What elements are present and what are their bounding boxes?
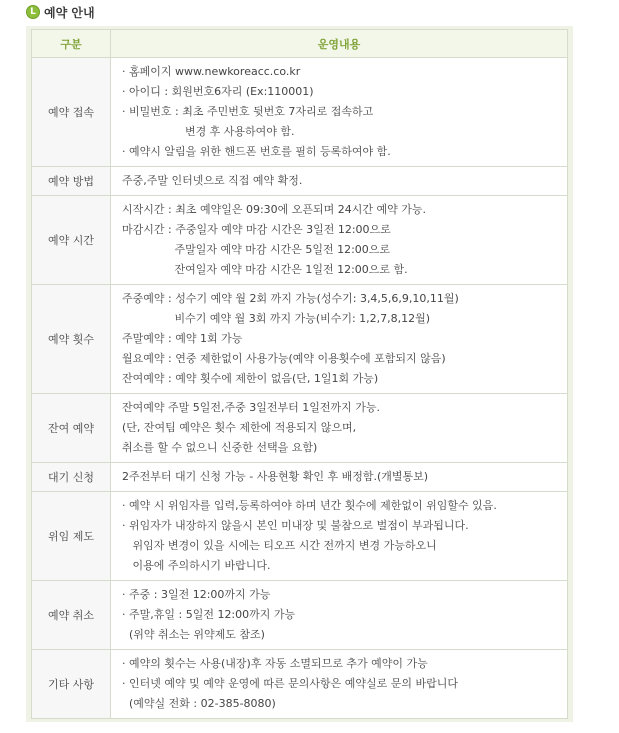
content-line: 잔여예약 주말 5일전,주중 3일전부터 1일전까지 가능. xyxy=(122,401,380,414)
content-line: 주말예약 : 예약 1회 가능 xyxy=(122,332,243,345)
content-line: 주중예약 : 성수기 예약 월 2회 까지 가능(성수기: 3,4,5,6,9,10,11월) xyxy=(122,292,459,305)
table-row xyxy=(32,167,568,196)
leaf-icon: L xyxy=(26,5,40,19)
content-line: 주중,주말 인터넷으로 직접 예약 확정. xyxy=(122,174,303,187)
table-row xyxy=(32,196,568,285)
row-content xyxy=(111,650,568,719)
table-row xyxy=(32,58,568,167)
table-row xyxy=(32,581,568,650)
row-content xyxy=(111,394,568,463)
content-line: · 아이디 : 회원번호6자리 (Ex:110001) xyxy=(122,85,314,98)
content-line: · 예약의 횟수는 사용(내장)후 자동 소멸되므로 추가 예약이 가능 xyxy=(122,657,428,670)
info-table-frame xyxy=(26,26,573,722)
section-title xyxy=(26,3,95,21)
table-row xyxy=(32,285,568,394)
row-label: 예약 시간 xyxy=(32,196,111,285)
row-content xyxy=(111,167,568,196)
row-label: 대기 신청 xyxy=(32,463,111,492)
content-line: · 홈페이지 www.newkoreacc.co.kr xyxy=(122,65,301,78)
table-row xyxy=(32,492,568,581)
content-line: · 예약시 알림을 위한 핸드폰 번호를 필히 등록하여야 함. xyxy=(122,145,391,158)
content-line: 변경 후 사용하여야 함. xyxy=(122,125,295,138)
row-label: 위임 제도 xyxy=(32,492,111,581)
header-content: 운영내용 xyxy=(111,30,568,58)
row-label: 예약 접속 xyxy=(32,58,111,167)
row-content xyxy=(111,492,568,581)
page-title: 예약 안내 xyxy=(44,5,95,20)
table-row xyxy=(32,394,568,463)
content-line: (단, 잔여팀 예약은 횟수 제한에 적용되지 않으며, xyxy=(122,421,357,434)
content-line: 시작시간 : 최초 예약일은 09:30에 오픈되며 24시간 예약 가능. xyxy=(122,203,427,216)
row-label: 잔여 예약 xyxy=(32,394,111,463)
reservation-info-table xyxy=(31,29,568,719)
table-body xyxy=(32,58,568,719)
content-line: · 주중 : 3일전 12:00까지 가능 xyxy=(122,588,271,601)
content-line: 마감시간 : 주중일자 예약 마감 시간은 3일전 12:00으로 xyxy=(122,223,391,236)
content-line: · 주말,휴일 : 5일전 12:00까지 가능 xyxy=(122,608,296,621)
content-line: 잔여예약 : 예약 횟수에 제한이 없음(단, 1일1회 가능) xyxy=(122,372,379,385)
content-line: (위약 취소는 위약제도 참조) xyxy=(122,628,265,641)
row-label: 예약 횟수 xyxy=(32,285,111,394)
content-line: (예약실 전화 : 02-385-8080) xyxy=(122,697,276,710)
row-content xyxy=(111,581,568,650)
content-line: 2주전부터 대기 신청 가능 - 사용현황 확인 후 배정함.(개별통보) xyxy=(122,470,429,483)
row-label: 기타 사항 xyxy=(32,650,111,719)
content-line: · 인터넷 예약 및 예약 운영에 따른 문의사항은 예약실로 문의 바랍니다 xyxy=(122,677,458,690)
content-line: 비수기 예약 월 3회 까지 가능(비수기: 1,2,7,8,12월) xyxy=(122,312,431,325)
table-header-row xyxy=(32,30,568,58)
content-line: 주말일자 예약 마감 시간은 5일전 12:00으로 xyxy=(122,243,391,256)
table-row xyxy=(32,463,568,492)
content-line: 취소를 할 수 없으니 신중한 선택을 요함) xyxy=(122,441,318,454)
content-line: 이용에 주의하시기 바랍니다. xyxy=(122,559,271,572)
content-line: · 예약 시 위임자를 입력,등록하여야 하며 년간 횟수에 제한없이 위임할수 있음. xyxy=(122,499,497,512)
content-line: 월요예약 : 연중 제한없이 사용가능(예약 이용횟수에 포함되지 않음) xyxy=(122,352,446,365)
row-content xyxy=(111,285,568,394)
content-line: 잔여일자 예약 마감 시간은 1일전 12:00으로 함. xyxy=(122,263,408,276)
content-line: · 위임자가 내장하지 않을시 본인 미내장 및 불참으로 벌점이 부과됩니다. xyxy=(122,519,469,532)
header-category: 구분 xyxy=(32,30,111,58)
row-content xyxy=(111,196,568,285)
row-label: 예약 취소 xyxy=(32,581,111,650)
table-row xyxy=(32,650,568,719)
content-line: 위임자 변경이 있을 시에는 티오프 시간 전까지 변경 가능하오니 xyxy=(122,539,437,552)
content-line: · 비밀번호 : 최초 주민번호 뒷번호 7자리로 접속하고 xyxy=(122,105,374,118)
row-content xyxy=(111,463,568,492)
row-content xyxy=(111,58,568,167)
row-label: 예약 방법 xyxy=(32,167,111,196)
